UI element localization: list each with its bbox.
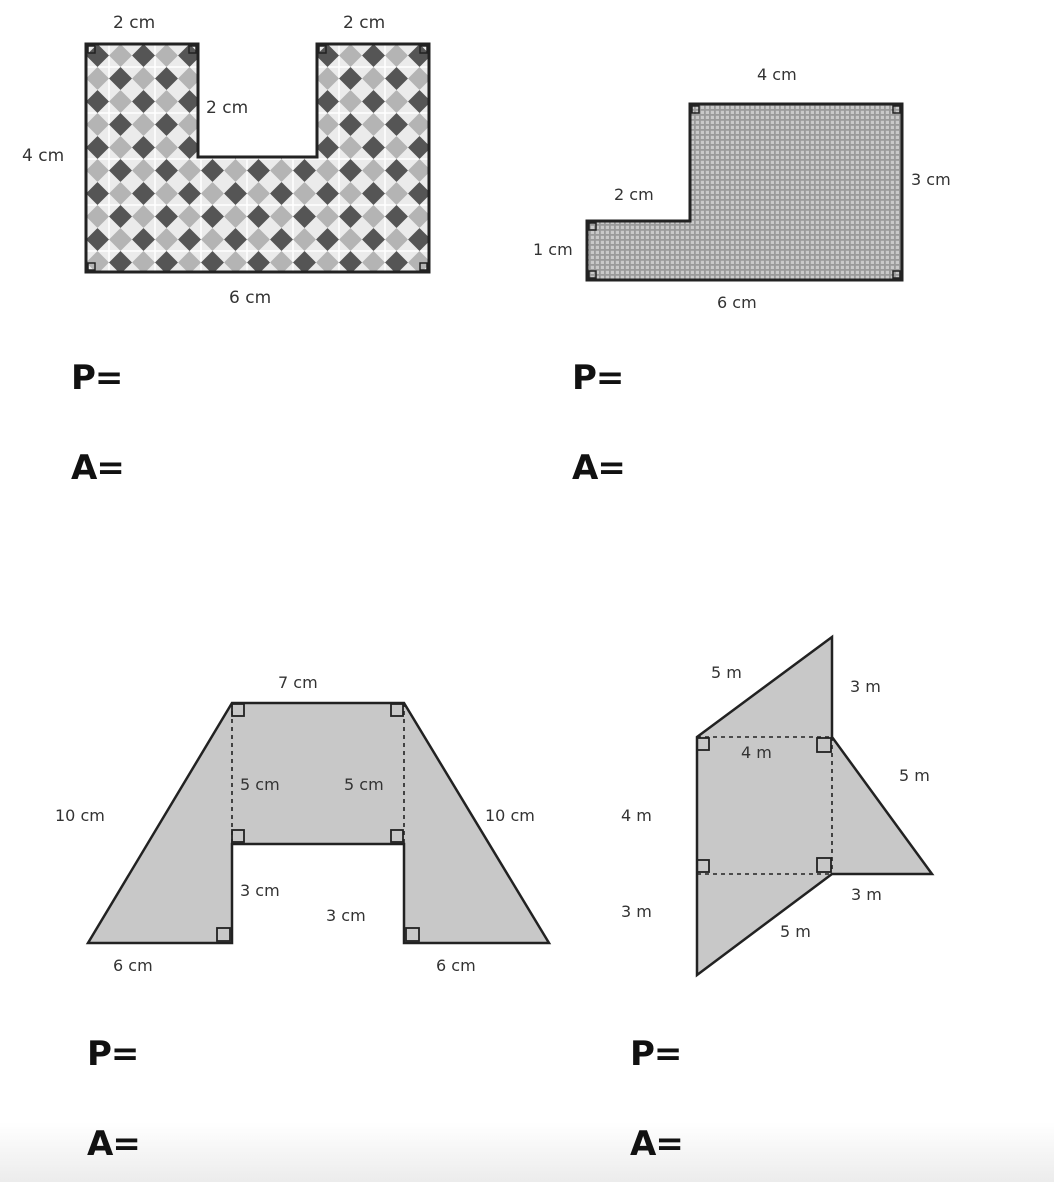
u-shape-perimeter-prompt: P= [71, 358, 123, 398]
l-shape-area-prompt: A= [572, 448, 625, 488]
trap-opening-label: 3 cm [326, 906, 366, 925]
u-top-right-label: 2 cm [343, 13, 386, 33]
l-right-label: 3 cm [911, 170, 951, 189]
trapezoid-arch-figure [55, 673, 549, 975]
sq-bottom-triangle-hyp-label: 5 m [780, 922, 811, 941]
sq-square-top-label: 4 m [741, 743, 772, 762]
u-shape-outline [86, 44, 429, 272]
u-shape-area-prompt: A= [71, 448, 124, 488]
sq-top-triangle-hyp-label: 5 m [711, 663, 742, 682]
u-top-left-label: 2 cm [113, 13, 156, 33]
trap-top-label: 7 cm [278, 673, 318, 692]
square-triangles-outline [697, 637, 932, 975]
bottom-shadow [0, 1122, 1054, 1182]
trap-bottom-left-label: 6 cm [113, 956, 153, 975]
trap-inner-left-label: 5 cm [240, 775, 280, 794]
u-notch-depth-label: 2 cm [206, 98, 249, 118]
trapezoid-perimeter-prompt: P= [87, 1034, 139, 1074]
trap-bottom-right-label: 6 cm [436, 956, 476, 975]
l-top-label: 4 cm [757, 65, 797, 84]
u-left-side-label: 4 cm [22, 146, 65, 166]
trapezoid-area-prompt: A= [87, 1124, 140, 1164]
sq-square-side-label: 4 m [621, 806, 652, 825]
trap-inner-right-label: 5 cm [344, 775, 384, 794]
l-bottom-label: 6 cm [717, 293, 757, 312]
l-shape-figure [533, 65, 951, 312]
l-step-top-label: 2 cm [614, 185, 654, 204]
trap-leg-height-label: 3 cm [240, 881, 280, 900]
sq-bottom-triangle-leg-label: 3 m [621, 902, 652, 921]
square-triangles-perimeter-prompt: P= [630, 1034, 682, 1074]
trap-right-slant-label: 10 cm [485, 806, 535, 825]
l-shape-perimeter-prompt: P= [572, 358, 624, 398]
sq-right-triangle-leg-label: 3 m [851, 885, 882, 904]
square-triangles-area-prompt: A= [630, 1124, 683, 1164]
trap-left-slant-label: 10 cm [55, 806, 105, 825]
square-triangles-figure [621, 637, 932, 975]
sq-right-triangle-hyp-label: 5 m [899, 766, 930, 785]
u-bottom-label: 6 cm [229, 288, 272, 308]
l-step-side-label: 1 cm [533, 240, 573, 259]
u-shape-figure [22, 13, 429, 308]
sq-top-triangle-leg-label: 3 m [850, 677, 881, 696]
trapezoid-arch-outline [88, 703, 549, 943]
